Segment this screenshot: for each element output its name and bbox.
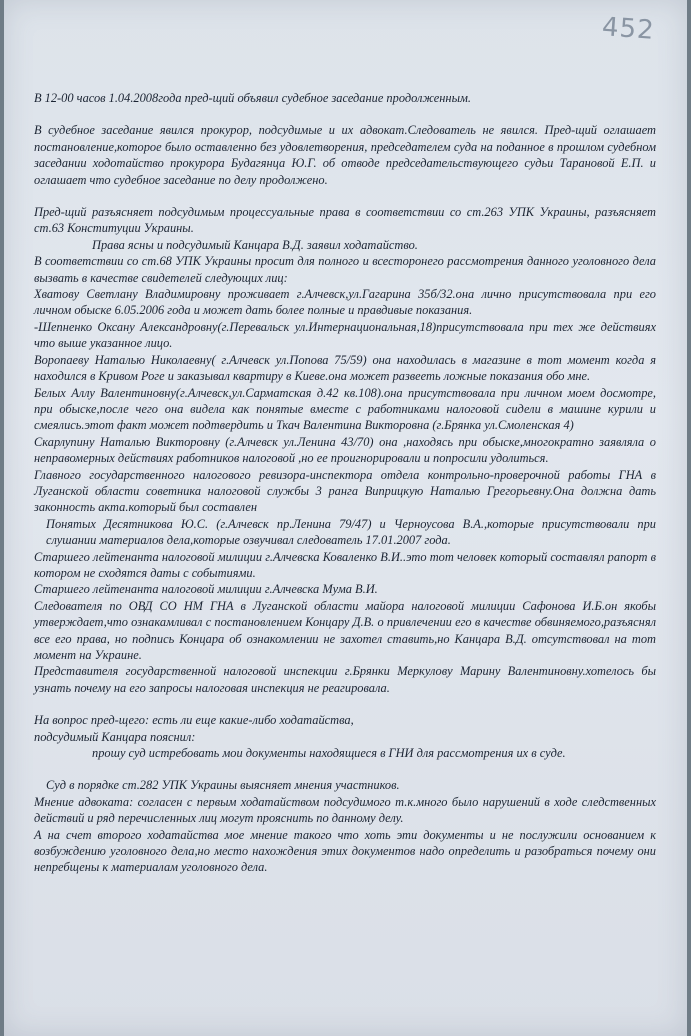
- paragraph: Скарлупину Наталью Викторовну (г.Алчевск ул.Ленина 43/70) она ,находясь при обыске,многократно заявляла о неправомерных действиях работников налоговой ,но ее проигнорировали и попросили удолиться.: [34, 434, 656, 466]
- paragraph-gap: [34, 106, 656, 122]
- paragraph: Права ясны и подсудимый Канцара В.Д. заявил ходатайство.: [92, 237, 418, 252]
- paragraph: Воропаеву Наталью Николаевну( г.Алчевск ул.Попова 75/59) она находилась в магазине в тот момент когда я находился в Кривом Роге и заказывал квартиру в Киеве.она может развееть ложные показания обо мне.: [34, 352, 656, 384]
- paragraph: В соответствии со ст.68 УПК Украины просит для полного и всесторонего рассмотрения данного уголовного дела вызвать в качестве свидетелей следующих лиц:: [34, 254, 656, 285]
- paragraph: Старшего лейтенанта налоговой милиции г.Алчевска Коваленко В.И..это тот человек который составлял рапорт в котором не сходятся даты с событиями.: [34, 549, 656, 580]
- paragraph: Представителя государственной налоговой инспекции г.Брянки Меркулову Марину Валентиновну.хотелось бы узнать почему на его запросы налоговая инспекция не реагировала.: [34, 664, 656, 695]
- paragraph: подсудимый Канцара пояснил:: [34, 729, 196, 744]
- paragraph: Старшего лейтенанта налоговой милиции г.Алчевска Мума В.И.: [34, 582, 378, 597]
- paragraph-gap: [34, 188, 656, 204]
- document-page: [4, 0, 687, 1036]
- paragraph: В судебное заседание явился прокурор, подсудимые и их адвокат.Следователь не явился. Пред-щий оглашает постановление,которое было оставленно без удовлетворения, председателем суда на поданное в прошлом судебном заседании ходотайство прокурора Будагянца Ю.Г. об отводе председательствующего судьи Тарановой Е.П. и оглашает что судебное заседание по делу продолжено.: [34, 123, 656, 187]
- paragraph: Пред-щий разъясняет подсудимым процессуальные права в соответствии со ст.263 УПК Украины, разъясняет ст.63 Конституции Украины.: [34, 205, 656, 236]
- paragraph: прошу суд истребовать мои документы находящиеся в ГНИ для рассмотрения их в суде.: [92, 746, 566, 761]
- paragraph: А на счет второго ходатайства мое мнение такого что хоть эти документы и не послужили основанием к возбуждению уголовного дела,но место нахождения этих документов надо определить и разобраться почему они непребщены к материалам уголовного дела.: [34, 827, 656, 875]
- paragraph: Мнение адвоката: согласен с первым ходатайством подсудимого т.к.много было нарушений в ходе следственных действий и ряд перечисленных лиц могут прояснить по данному делу.: [34, 794, 656, 826]
- paragraph: Следователя по ОВД СО НМ ГНА в Луганской области майора налоговой милиции Сафонова И.Б.он якобы утверждает,что ознакамливал с постановлением Концару Д.В. о привлечении его в качестве обвиняемого,разъяснял все его права, но подпись Концара об ознакомлении не захотел ставить,но Канцара В.Д. отсутствовал на тот момент на Украине.: [34, 598, 656, 662]
- paragraph: Понятых Десятникова Ю.С. (г.Алчевск пр.Ленина 79/47) и Черноусова В.А.,которые присутствовали при слушании материалов дела,которые озвучивал следователь 17.01.2007 года.: [46, 516, 656, 548]
- paragraph: В 12-00 часов 1.04.2008года пред-щий объявил судебное заседание продолженным.: [34, 91, 471, 105]
- document-body: [34, 90, 656, 876]
- paragraph: Главного государственного налогового ревизора-инспектора отдела контрольно-проверочной работы ГНА в Луганской области советника налоговой службы 3 ранга Виприцкую Наталью Грегорьевну.Она должна дать законность акта.который был составлен: [34, 467, 656, 515]
- paragraph: -Шепненко Оксану Александровну(г.Перевальск ул.Интернациональная,18)присутствовала при тех же действиях что выше указанное лицо.: [34, 319, 656, 351]
- paragraph: Хватову Светлану Владимировну проживает г.Алчевск,ул.Гагарина 35б/32.она лично присутствовала при его личном обыске 6.05.2006 года и может дать более полные и правдивые показания.: [34, 287, 656, 318]
- paragraph-gap: [34, 761, 656, 777]
- paragraph: Белых Аллу Валентиновну(г.Алчевск,ул.Сарматская д.42 кв.108).она присутствовала при личном моем досмотре, при обыске,после чего она видела как понятые вместе с работниками налоговой сидели в машине курили и смеялись.этот факт может подтвердить и Ткач Валентина Викторовна (г.Брянка ул.Смоленская 4): [34, 385, 656, 433]
- page-number: 452: [601, 12, 656, 46]
- paragraph-gap: [34, 696, 656, 712]
- paragraph: На вопрос пред-щего: есть ли еще какие-либо ходатайства,: [34, 713, 354, 728]
- paragraph: Суд в порядке ст.282 УПК Украины выясняет мнения участников.: [46, 778, 400, 793]
